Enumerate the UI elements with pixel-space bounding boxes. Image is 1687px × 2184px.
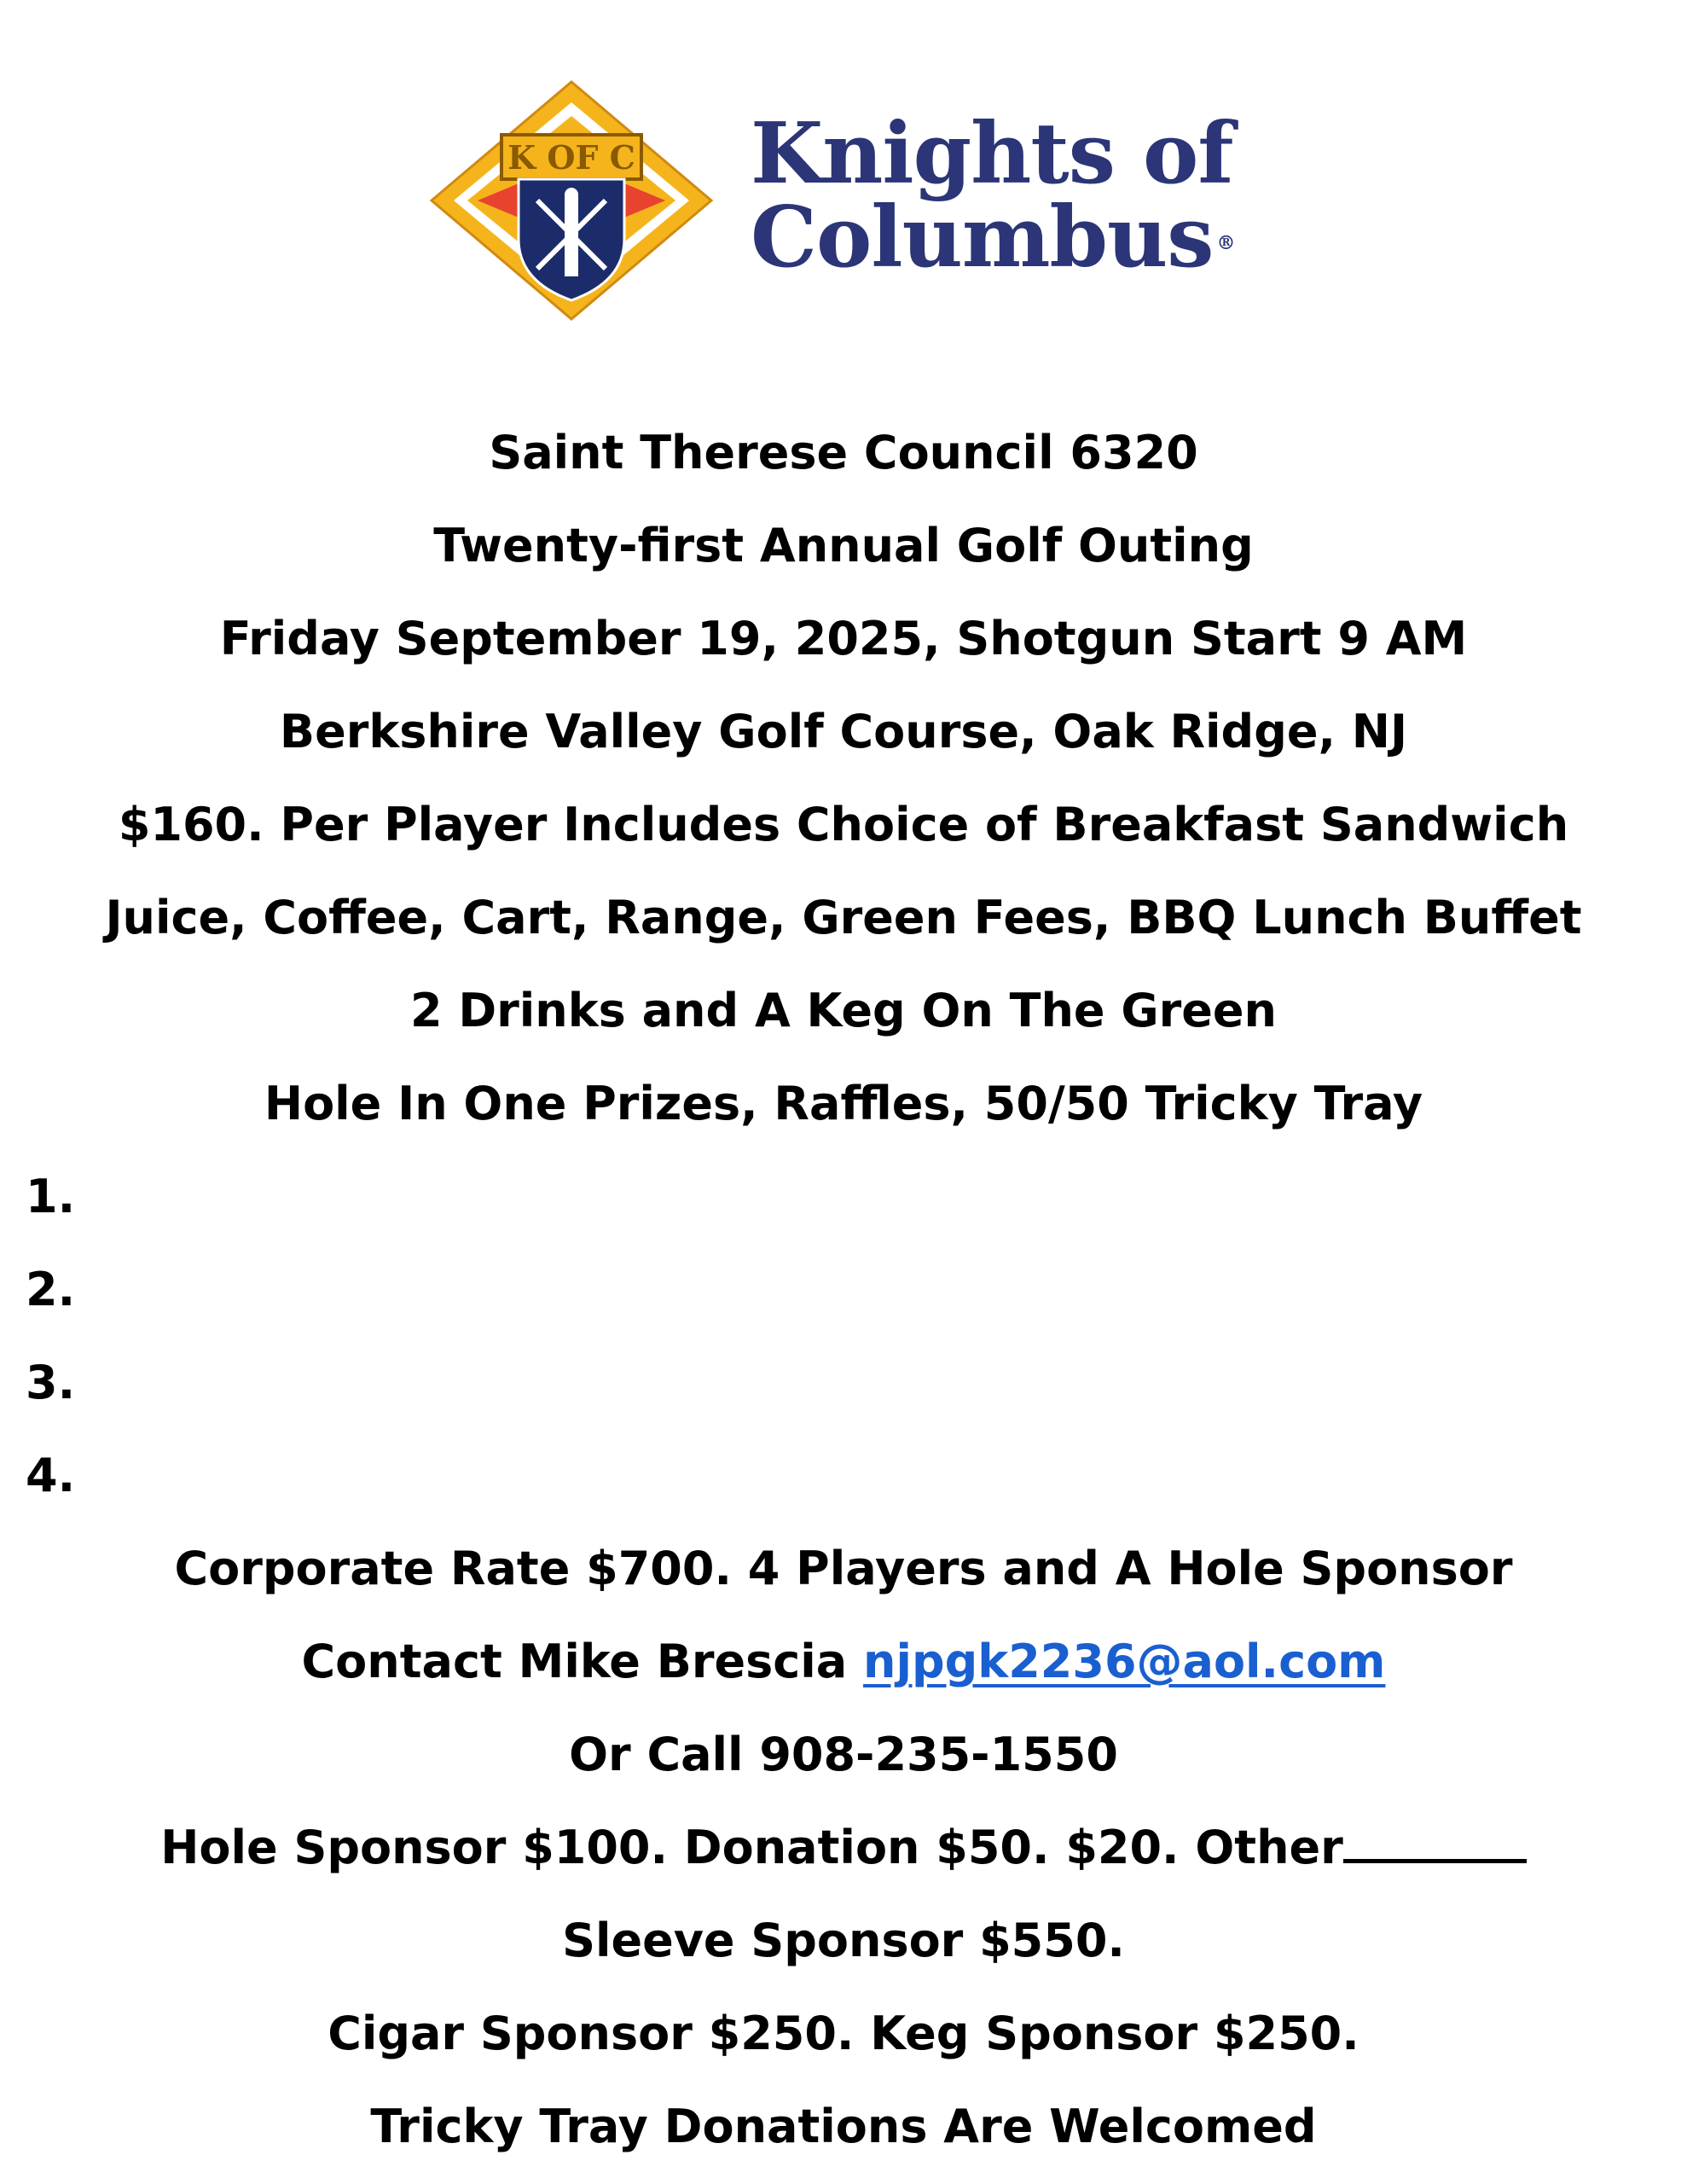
kofc-emblem-icon (426, 77, 716, 324)
drinks-line: 2 Drinks and A Keg On The Green (409, 984, 1278, 1037)
sponsor-text: Hole Sponsor $100. Donation $50. $20. Other (160, 1821, 1343, 1874)
kofc-wordmark (751, 105, 1235, 287)
event-title: Twenty-first Annual Golf Outing (433, 519, 1254, 572)
price-line: $160. Per Player Includes Choice of Breakfast Sandwich (118, 798, 1569, 851)
event-venue: Berkshire Valley Golf Course, Oak Ridge, NJ (279, 705, 1408, 758)
includes-line: Juice, Coffee, Cart, Range, Green Fees, BBQ Lunch Buffet (105, 891, 1582, 944)
wordmark-line-1: Knights of (751, 105, 1233, 203)
corporate-rate-line: Corporate Rate $700. 4 Players and A Hole Sponsor (174, 1542, 1513, 1595)
player-slot-4: 4. (26, 1449, 76, 1502)
registered-mark: ® (1216, 232, 1235, 254)
player-slot-2: 2. (26, 1263, 76, 1316)
wordmark-line-2-text: Columbus (751, 189, 1214, 287)
contact-line (0, 1635, 1687, 1689)
sleeve-sponsor-line: Sleeve Sponsor $550. (562, 1914, 1125, 1967)
emblem-kofc-text: K OF C (507, 138, 635, 177)
player-slot-1: 1. (26, 1170, 76, 1223)
sponsor-line (0, 1821, 1687, 1875)
wordmark-line-2 (751, 189, 1235, 287)
cigar-keg-line: Cigar Sponsor $250. Keg Sponsor $250. (328, 2007, 1359, 2060)
other-amount-blank (1343, 1821, 1527, 1863)
prizes-line: Hole In One Prizes, Raffles, 50/50 Tricky Tray (264, 1077, 1423, 1130)
tricky-tray-line: Tricky Tray Donations Are Welcomed (370, 2100, 1317, 2153)
kofc-logo (426, 77, 1245, 324)
council-name: Saint Therese Council 6320 (489, 426, 1198, 479)
event-date: Friday September 19, 2025, Shotgun Start 9 AM (219, 612, 1468, 665)
phone-line: Or Call 908-235-1550 (569, 1728, 1118, 1781)
contact-email-link[interactable]: njpgk2236@aol.com (863, 1635, 1386, 1688)
player-slot-3: 3. (26, 1356, 76, 1409)
contact-prefix: Contact Mike Brescia (301, 1635, 848, 1688)
